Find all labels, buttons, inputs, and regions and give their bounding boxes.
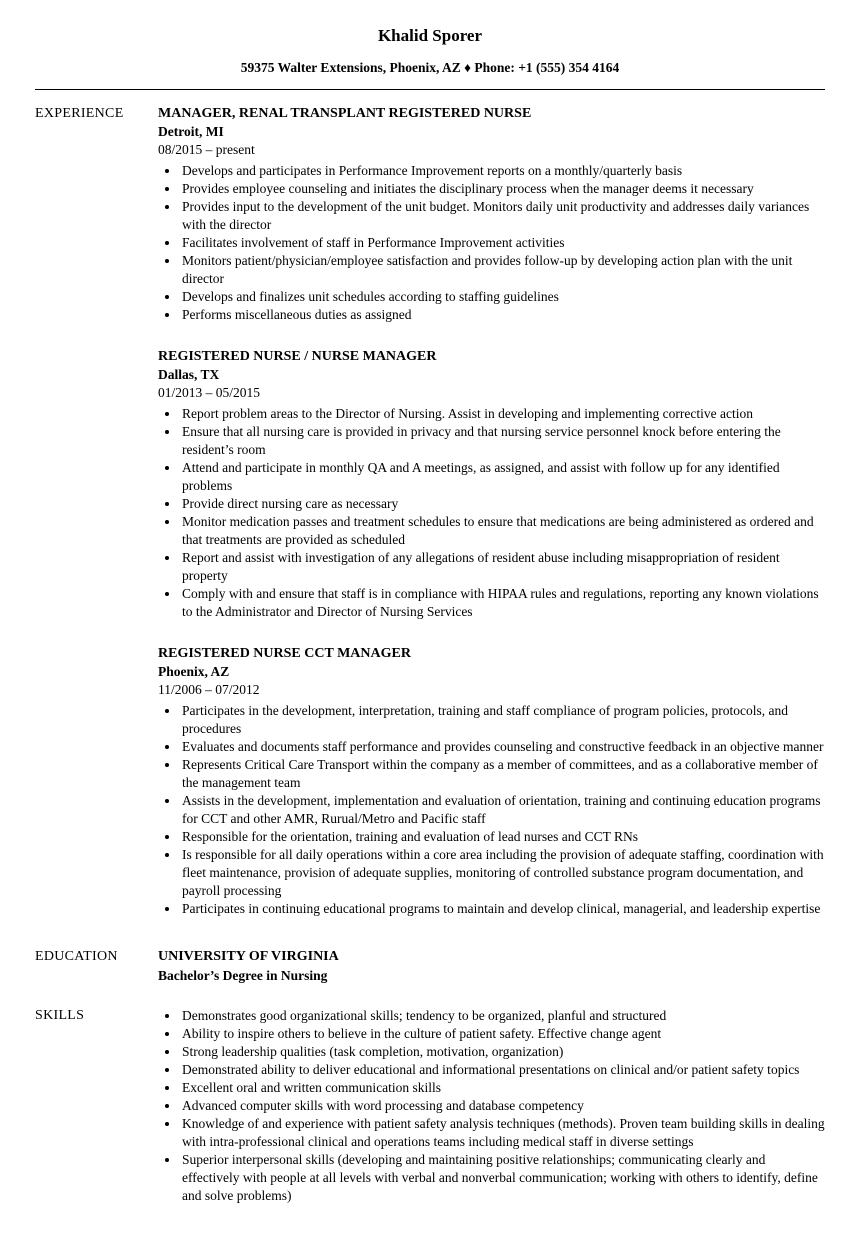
skill-bullet-item: • Strong leadership qualities (task completion, motivation, organization)	[180, 1043, 825, 1061]
candidate-name: Khalid Sporer	[377, 26, 483, 45]
job-entry	[158, 645, 825, 918]
job-bullet-item: • Provides employee counseling and initiates the disciplinary process when the manager deems it necessary	[180, 180, 825, 198]
education-section-label: EDUCATION	[35, 948, 118, 964]
resume-header	[35, 26, 825, 77]
education-content	[158, 948, 825, 985]
skill-bullet-item: • Knowledge of and experience with patient safety analysis techniques (methods). Proven team building skills in dealing with intra-professional clinical and operations teams including medical staff in diverse settings	[180, 1115, 825, 1151]
job-location: Detroit, MI	[158, 123, 224, 139]
job-bullet-item: • Performs miscellaneous duties as assigned	[180, 306, 825, 324]
school-name: UNIVERSITY OF VIRGINIA	[158, 948, 339, 964]
job-bullet-item: • Ensure that all nursing care is provided in privacy and that nursing service personnel knock before entering the resident’s room	[180, 423, 825, 459]
job-dates: 08/2015 – present	[158, 141, 255, 157]
skills-section	[35, 1007, 825, 1205]
job-location: Phoenix, AZ	[158, 663, 230, 679]
job-dates: 01/2013 – 05/2015	[158, 384, 261, 400]
job-bullet-item: • Participates in continuing educational programs to maintain and develop clinical, managerial, and leadership expertise	[180, 900, 825, 918]
skill-bullet-item: • Advanced computer skills with word processing and database competency	[180, 1097, 825, 1115]
degree-name: Bachelor’s Degree in Nursing	[158, 967, 328, 983]
experience-section-label: EXPERIENCE	[35, 105, 124, 121]
job-bullet-item: • Report and assist with investigation of any allegations of resident abuse including misappropriation of resident property	[180, 549, 825, 585]
skill-bullet-item: • Superior interpersonal skills (developing and maintaining positive relationships; communicating clearly and effectively with people at all levels with verbal and nonverbal communication; working with others to identify, define and solve problems)	[180, 1151, 825, 1205]
experience-content	[158, 105, 825, 918]
experience-section	[35, 105, 825, 918]
job-bullet-item: • Comply with and ensure that staff is in compliance with HIPAA rules and regulations, reporting any known violations to the Administrator and Director of Nursing Services	[180, 585, 825, 621]
contact-line: 59375 Walter Extensions, Phoenix, AZ ♦ Phone: +1 (555) 354 4164	[240, 60, 620, 76]
job-bullet-item: • Monitor medication passes and treatment schedules to ensure that medications are being administered as ordered and that treatments are provided as scheduled	[180, 513, 825, 549]
job-bullet-item: • Facilitates involvement of staff in Performance Improvement activities	[180, 234, 825, 252]
job-bullet-item: • Attend and participate in monthly QA and A meetings, as assigned, and assist with follow up for any identified problems	[180, 459, 825, 495]
job-bullet-item: • Monitors patient/physician/employee satisfaction and provides follow-up by developing action plan with the unit director	[180, 252, 825, 288]
job-dates: 11/2006 – 07/2012	[158, 681, 260, 697]
job-bullet-item: • Provide direct nursing care as necessary	[180, 495, 825, 513]
skill-bullet-item: • Demonstrates good organizational skills; tendency to be organized, planful and structured	[180, 1007, 825, 1025]
job-entry	[158, 105, 825, 324]
job-bullet-item: • Report problem areas to the Director of Nursing. Assist in developing and implementing corrective action	[180, 405, 825, 423]
skills-list	[158, 1007, 825, 1205]
job-bullet-item: • Develops and participates in Performance Improvement reports on a monthly/quarterly basis	[180, 162, 825, 180]
skills-content	[158, 1007, 825, 1205]
job-bullet-list	[158, 702, 825, 918]
skills-section-label: SKILLS	[35, 1007, 85, 1023]
job-bullet-item: • Represents Critical Care Transport within the company as a member of committees, and as a collaborative member of the management team	[180, 756, 825, 792]
job-title: REGISTERED NURSE / NURSE MANAGER	[158, 348, 437, 364]
header-divider	[35, 89, 825, 90]
job-bullet-item: • Participates in the development, interpretation, training and staff compliance of program policies, protocols, and procedures	[180, 702, 825, 738]
job-bullet-item: • Evaluates and documents staff performance and provides counseling and constructive feedback in an objective manner	[180, 738, 825, 756]
job-entry	[158, 348, 825, 621]
job-location: Dallas, TX	[158, 366, 220, 382]
job-bullet-item: • Assists in the development, implementation and evaluation of orientation, training and continuing education programs for CCT and other AMR, Rurual/Metro and Pacific staff	[180, 792, 825, 828]
job-bullet-item: • Responsible for the orientation, training and evaluation of lead nurses and CCT RNs	[180, 828, 825, 846]
job-bullet-list	[158, 162, 825, 324]
skill-bullet-item: • Excellent oral and written communication skills	[180, 1079, 825, 1097]
job-bullet-item: • Provides input to the development of the unit budget. Monitors daily unit productivity and addresses daily variances with the director	[180, 198, 825, 234]
job-bullet-item: • Develops and finalizes unit schedules according to staffing guidelines	[180, 288, 825, 306]
job-bullet-item: • Is responsible for all daily operations within a core area including the provision of adequate staffing, coordination with fleet maintenance, provision of adequate supplies, monitoring of controlled substance program documentation, and payroll processing	[180, 846, 825, 900]
job-title: REGISTERED NURSE CCT MANAGER	[158, 645, 411, 661]
skill-bullet-item: • Demonstrated ability to deliver educational and informational presentations on clinical and/or patient safety topics	[180, 1061, 825, 1079]
skill-bullet-item: • Ability to inspire others to believe in the culture of patient safety. Effective change agent	[180, 1025, 825, 1043]
job-title: MANAGER, RENAL TRANSPLANT REGISTERED NURSE	[158, 105, 532, 121]
job-bullet-list	[158, 405, 825, 621]
education-section	[35, 948, 825, 985]
